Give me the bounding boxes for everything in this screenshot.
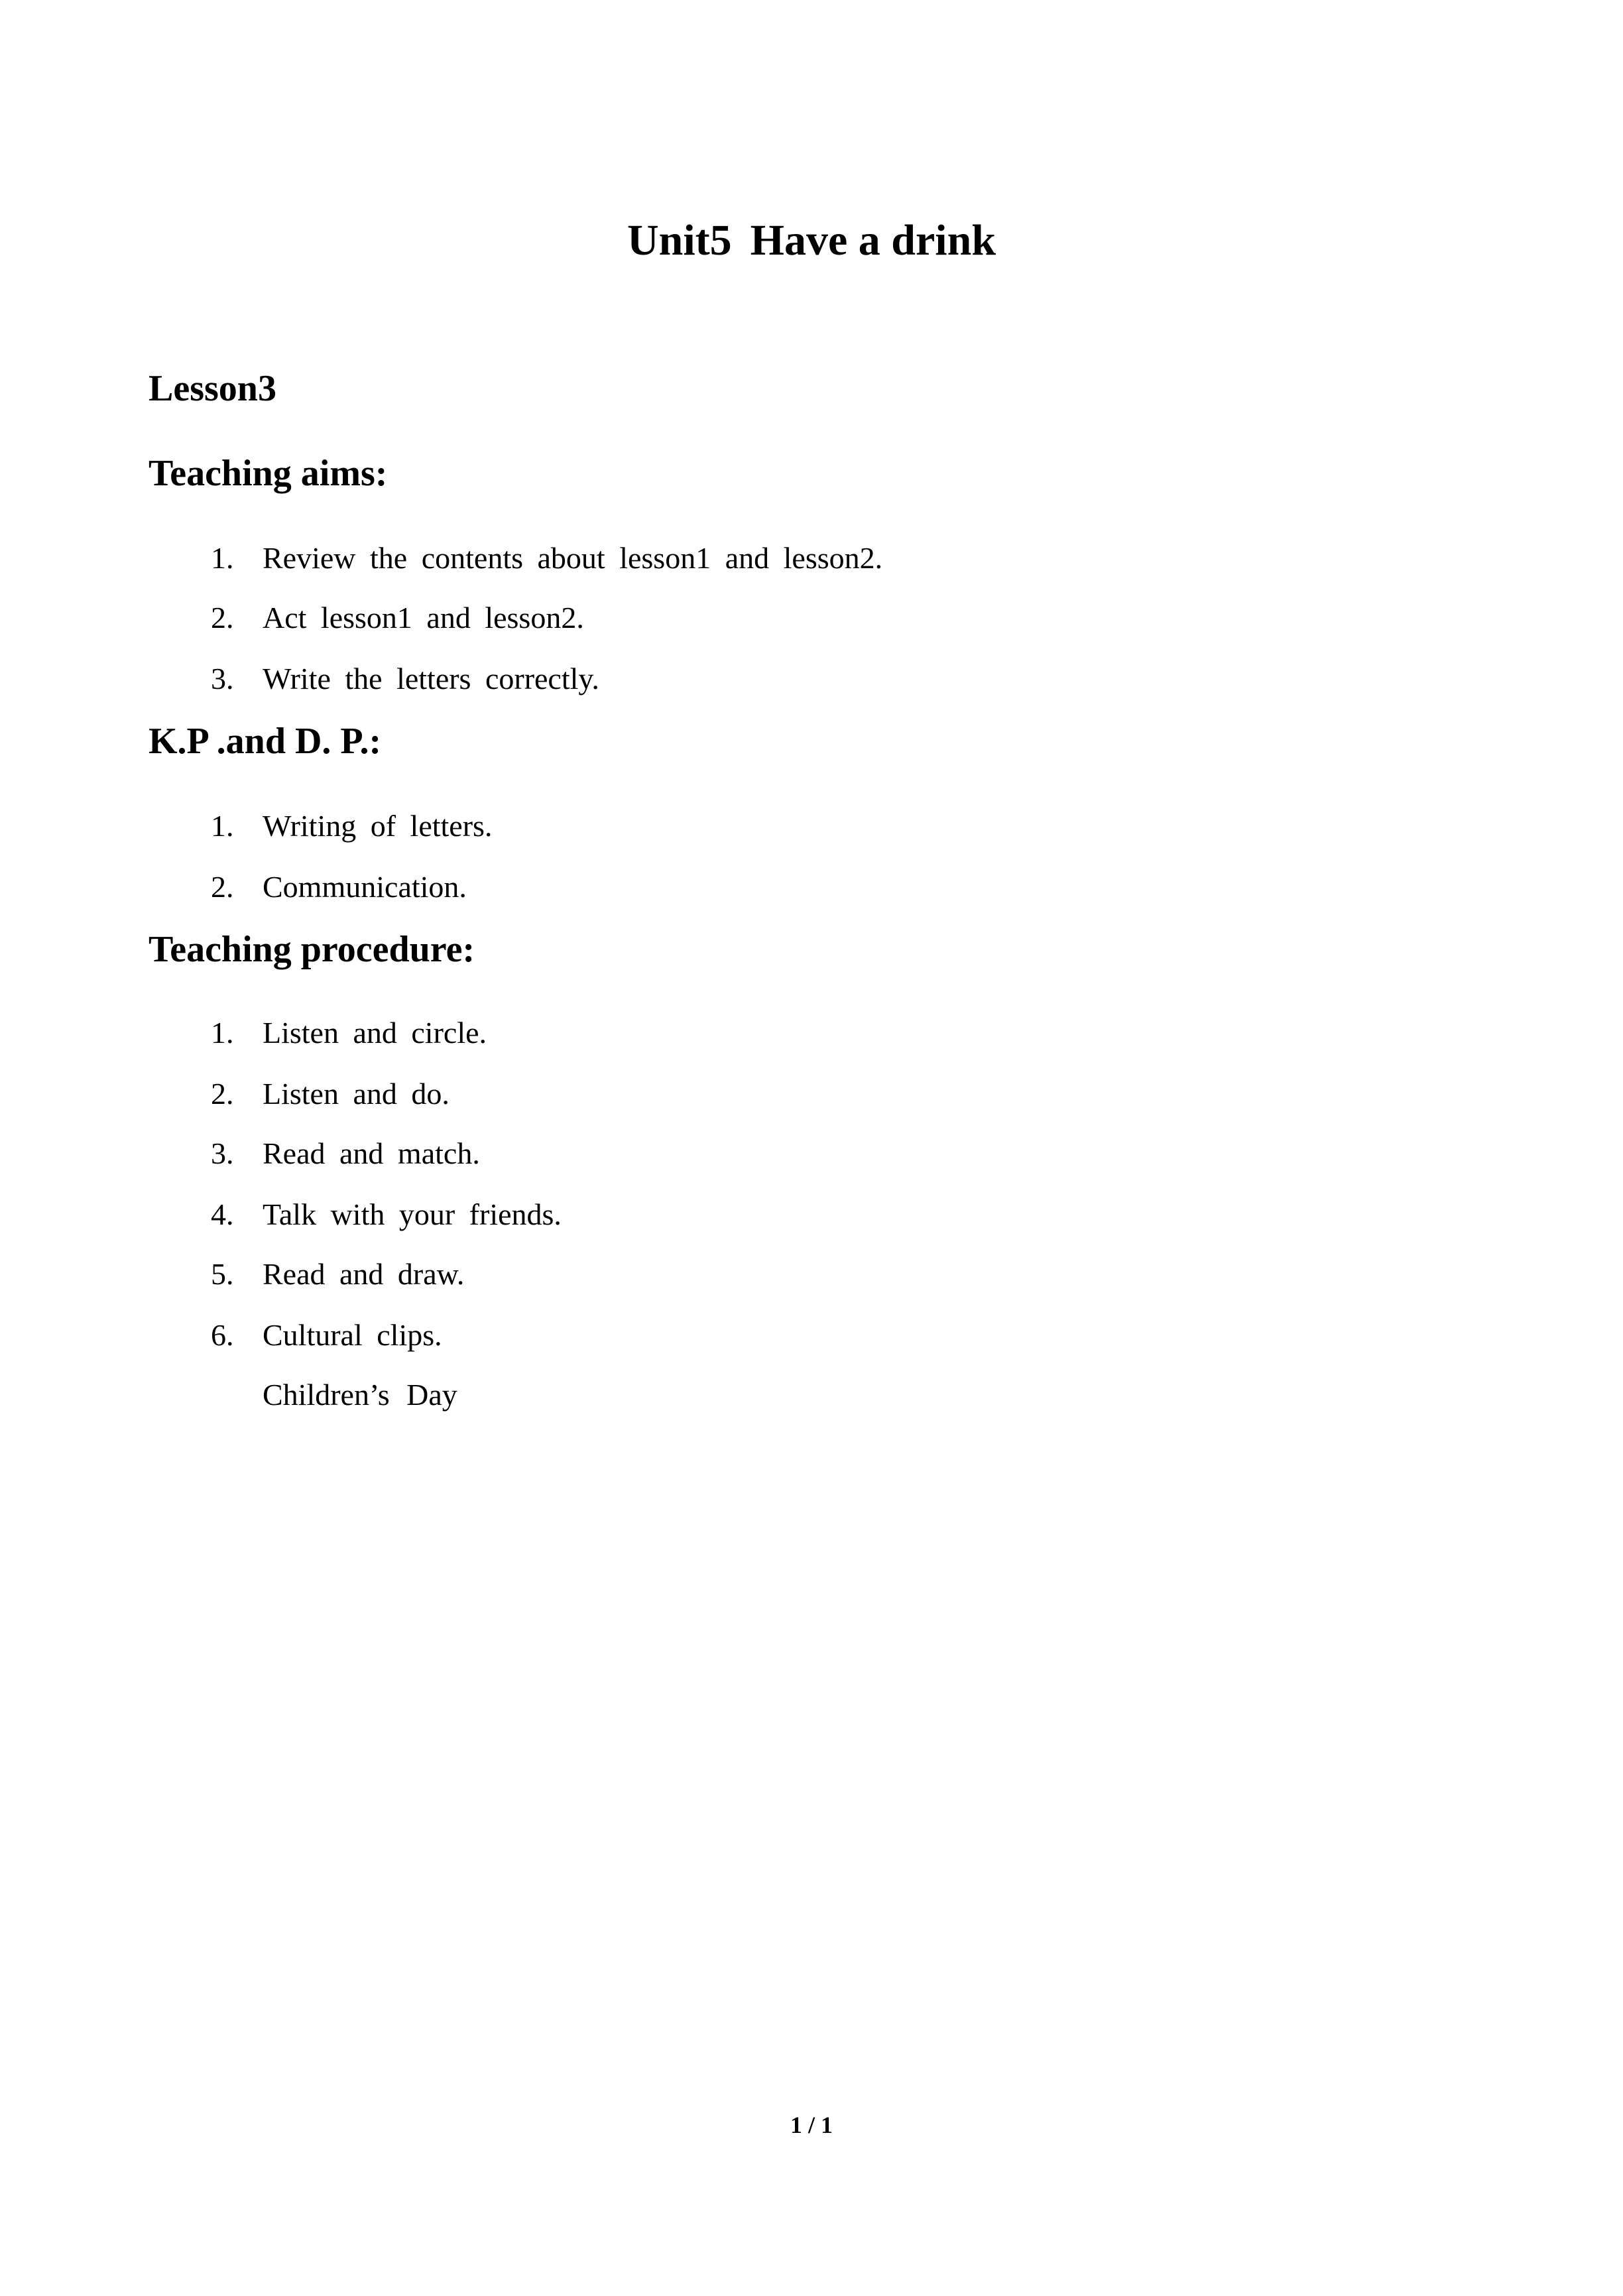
list-text: Read and match. [263,1136,480,1170]
list-number: 6. [211,1318,234,1352]
list-text: Writing of letters. [263,809,493,843]
list-text: Review the contents about lesson1 and lesson2. [263,541,883,575]
list-text: Cultural clips. [263,1318,442,1352]
document-title [0,211,1623,271]
list-text: Write the letters correctly. [263,662,599,695]
list-text: Talk with your friends. [263,1197,562,1231]
page-number: 1 / 1 [790,2112,833,2138]
list-number: 2. [211,601,234,634]
list-text: Listen and do. [263,1077,450,1111]
list-number: 4. [211,1197,234,1231]
lesson-heading: Lesson3 [149,368,276,409]
title-topic: Have a drink [750,216,996,265]
list-number: 5. [211,1257,234,1291]
cultural-clips-subline: Children’s Day [263,1378,457,1412]
list-number: 1. [211,541,234,575]
kp-dp-heading: K.P .and D. P.: [149,721,382,762]
list-number: 3. [211,1136,234,1170]
list-number: 2. [211,1077,234,1111]
teaching-procedure-heading: Teaching procedure: [149,929,475,970]
list-text: Listen and circle. [263,1016,487,1050]
list-text: Read and draw. [263,1257,465,1291]
list-number: 1. [211,809,234,843]
title-unit: Unit5 [627,216,732,265]
list-text: Communication. [263,870,467,904]
list-number: 3. [211,662,234,695]
list-text: Act lesson1 and lesson2. [263,601,584,634]
list-number: 1. [211,1016,234,1050]
list-number: 2. [211,870,234,904]
teaching-aims-heading: Teaching aims: [149,453,388,494]
